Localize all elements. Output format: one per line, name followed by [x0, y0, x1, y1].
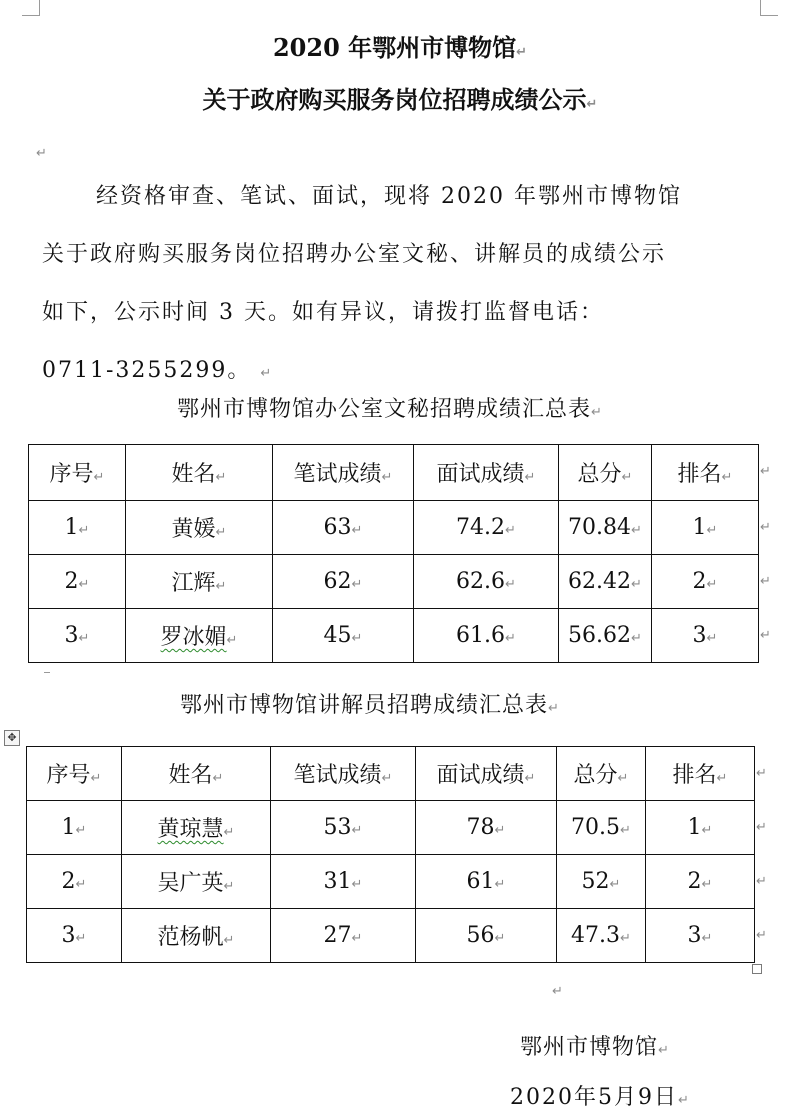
- table-cell: 1↵: [29, 501, 126, 555]
- header-cell: 排名↵: [652, 445, 759, 501]
- table-cell: 78↵: [416, 801, 557, 855]
- table-cell: 27↵: [271, 909, 416, 963]
- table-row: [27, 801, 755, 855]
- table-cell: 3↵: [29, 609, 126, 663]
- document-title-line2: 关于政府购买服务岗位招聘成绩公示↵: [202, 85, 598, 114]
- paragraph-line-1: 经资格审查、笔试、面试，现将 2020 年鄂州市博物馆: [96, 184, 682, 209]
- table-move-handle-icon[interactable]: ✥: [4, 730, 20, 746]
- table-cell: 62.42↵: [559, 555, 652, 609]
- row-end-mark: ↵: [760, 628, 771, 643]
- guide-score-table: [26, 746, 755, 963]
- table-cell: 45↵: [273, 609, 414, 663]
- header-cell: 序号↵: [29, 445, 126, 501]
- header-cell: 面试成绩↵: [416, 747, 557, 801]
- table-cell: 3↵: [652, 609, 759, 663]
- table-cell: 52↵: [557, 855, 646, 909]
- row-end-mark: ↵: [760, 574, 771, 589]
- table-row: [29, 501, 759, 555]
- paragraph-line-3: 如下，公示时间 3 天。如有异议，请拨打监督电话：: [42, 300, 604, 325]
- table1-caption: 鄂州市博物馆办公室文秘招聘成绩汇总表↵: [177, 397, 603, 422]
- table-cell: 3↵: [646, 909, 755, 963]
- row-end-mark: ↵: [760, 464, 771, 479]
- row-end-mark: ↵: [756, 928, 767, 943]
- table-cell: 56.62↵: [559, 609, 652, 663]
- signature-org: 鄂州市博物馆↵: [520, 1035, 670, 1060]
- header-cell: 笔试成绩↵: [271, 747, 416, 801]
- paragraph-line-2: 关于政府购买服务岗位招聘办公室文秘、讲解员的成绩公示: [42, 242, 667, 267]
- table-resize-handle[interactable]: [752, 964, 762, 974]
- table-cell: 吴广英↵: [122, 855, 271, 909]
- table-cell: 罗冰媚↵: [126, 609, 273, 663]
- table-cell: 74.2↵: [414, 501, 559, 555]
- header-cell: 总分↵: [557, 747, 646, 801]
- table-cell: 2↵: [652, 555, 759, 609]
- document-title-line1: 2020 年鄂州市博物馆↵: [272, 33, 528, 62]
- table-cell: 1↵: [27, 801, 122, 855]
- table-cell: 47.3↵: [557, 909, 646, 963]
- table-cell: 56↵: [416, 909, 557, 963]
- table-cell: 63↵: [273, 501, 414, 555]
- table-header-row: [29, 445, 759, 501]
- table-row: [29, 555, 759, 609]
- table-cell: 62↵: [273, 555, 414, 609]
- table-cell: 3↵: [27, 909, 122, 963]
- table-cell: 61↵: [416, 855, 557, 909]
- empty-paragraph-mark: ↵: [36, 146, 47, 161]
- table-cell: 黄琼慧↵: [122, 801, 271, 855]
- table2-caption: 鄂州市博物馆讲解员招聘成绩汇总表↵: [180, 693, 560, 718]
- table-cell: 31↵: [271, 855, 416, 909]
- table-row: [27, 909, 755, 963]
- table-cell: 2↵: [27, 855, 122, 909]
- empty-paragraph-indicator: [44, 672, 50, 674]
- signature-date: 2020年5月9日↵: [510, 1085, 691, 1110]
- row-end-mark: ↵: [756, 874, 767, 889]
- table-cell: 70.84↵: [559, 501, 652, 555]
- intro-paragraph: [42, 168, 762, 403]
- table-cell: 1↵: [646, 801, 755, 855]
- table-cell: 范杨帆↵: [122, 909, 271, 963]
- table-row: [29, 609, 759, 663]
- header-cell: 姓名↵: [126, 445, 273, 501]
- header-cell: 面试成绩↵: [414, 445, 559, 501]
- table-cell: 江辉↵: [126, 555, 273, 609]
- row-end-mark: ↵: [760, 520, 771, 535]
- table-cell: 2↵: [29, 555, 126, 609]
- table-cell: 70.5↵: [557, 801, 646, 855]
- header-cell: 总分↵: [559, 445, 652, 501]
- crop-mark-top-left: [22, 0, 40, 16]
- row-end-mark: ↵: [756, 820, 767, 835]
- row-end-mark: ↵: [756, 766, 767, 781]
- paragraph-line-4: 0711-3255299。 ↵: [42, 358, 274, 383]
- table-cell: 1↵: [652, 501, 759, 555]
- table-row: [27, 855, 755, 909]
- crop-mark-top-right: [760, 0, 778, 16]
- header-cell: 排名↵: [646, 747, 755, 801]
- office-secretary-score-table: [28, 444, 759, 663]
- table-cell: 2↵: [646, 855, 755, 909]
- header-cell: 笔试成绩↵: [273, 445, 414, 501]
- table-header-row: [27, 747, 755, 801]
- table-cell: 黄媛↵: [126, 501, 273, 555]
- empty-paragraph-mark: ↵: [552, 984, 563, 999]
- header-cell: 序号↵: [27, 747, 122, 801]
- table-cell: 62.6↵: [414, 555, 559, 609]
- table-cell: 61.6↵: [414, 609, 559, 663]
- header-cell: 姓名↵: [122, 747, 271, 801]
- table-cell: 53↵: [271, 801, 416, 855]
